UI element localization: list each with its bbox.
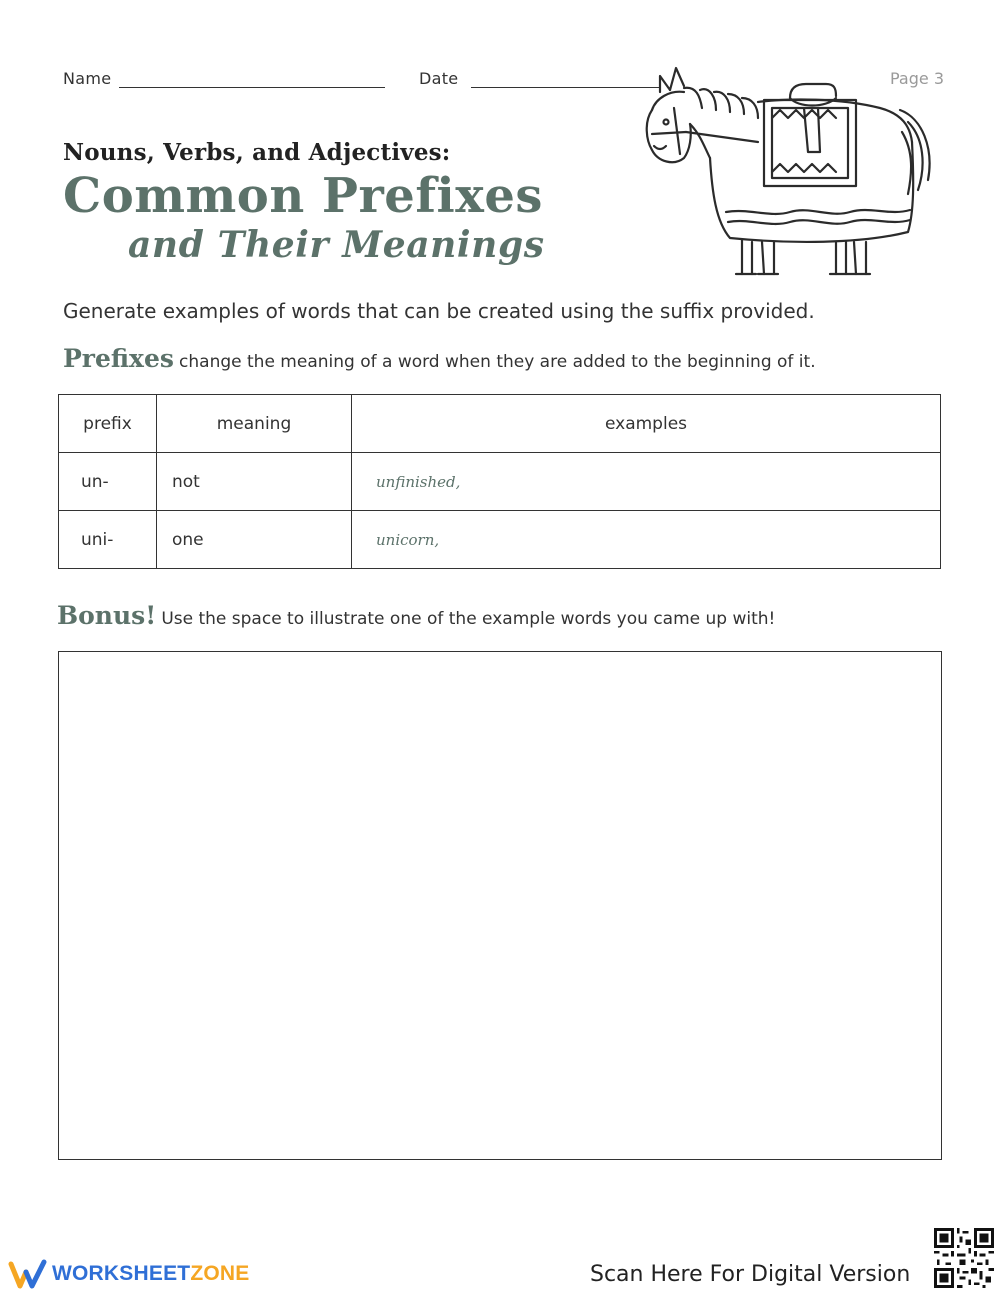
page-title-line2: and Their Meanings: [128, 224, 545, 266]
table-row: [59, 511, 941, 569]
header-examples: examples: [352, 395, 941, 453]
prefixes-text: change the meaning of a word when they are added to the beginning of it.: [179, 352, 816, 372]
header-meaning: meaning: [157, 395, 352, 453]
page-title: Common Prefixes: [63, 168, 543, 224]
prefix-table: [58, 394, 941, 569]
worksheet-zone-logo-icon: [8, 1258, 48, 1290]
cell-meaning: not: [157, 453, 352, 511]
page-number: Page 3: [890, 69, 944, 88]
scan-text: Scan Here For Digital Version: [590, 1262, 911, 1287]
drawing-area[interactable]: [58, 651, 942, 1160]
name-label: Name: [63, 69, 112, 88]
cell-examples[interactable]: [352, 511, 941, 569]
date-field[interactable]: [471, 87, 661, 88]
brand-name: [52, 1262, 249, 1286]
prefixes-lead: Prefixes: [63, 344, 174, 373]
instructions: Generate examples of words that can be created using the suffix provided.: [63, 299, 815, 323]
prefixes-definition: [63, 344, 816, 373]
table-row: [59, 453, 941, 511]
cell-meaning: one: [157, 511, 352, 569]
header-prefix: prefix: [59, 395, 157, 453]
name-field[interactable]: [119, 87, 385, 88]
cell-examples[interactable]: [352, 453, 941, 511]
bonus-text: Use the space to illustrate one of the example words you came up with!: [161, 609, 776, 629]
brand-part1: WORKSHEET: [52, 1262, 191, 1285]
table-header-row: [59, 395, 941, 453]
qr-code-icon[interactable]: [934, 1228, 994, 1288]
cell-prefix: uni-: [59, 511, 157, 569]
bonus-lead: Bonus!: [57, 601, 157, 630]
page-subtitle: Nouns, Verbs, and Adjectives:: [63, 139, 451, 166]
date-label: Date: [419, 69, 459, 88]
bonus-instructions: [57, 601, 775, 630]
example-text: unicorn,: [376, 530, 440, 549]
brand-part2: ZONE: [190, 1262, 250, 1285]
cell-prefix: un-: [59, 453, 157, 511]
horse-icon: [640, 62, 940, 284]
example-text: unfinished,: [376, 472, 461, 491]
